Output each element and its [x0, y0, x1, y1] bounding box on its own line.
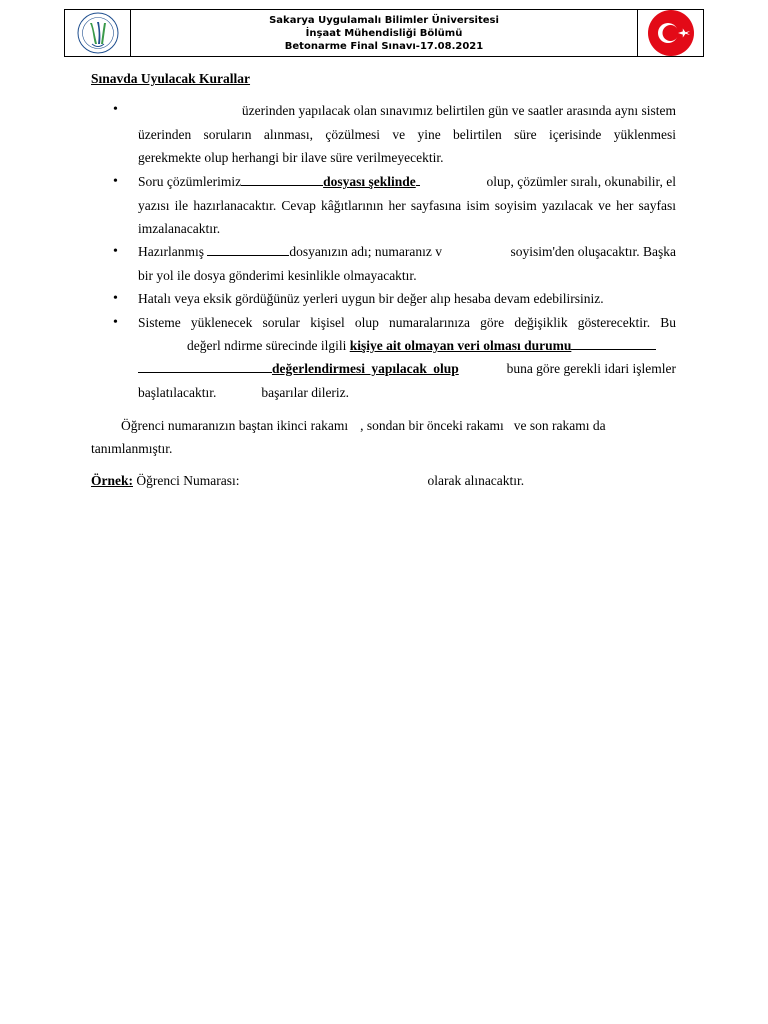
header-titles	[131, 10, 637, 56]
blank-field	[241, 171, 323, 186]
rule-5-text-c: kişiye ait olmayan veri olması durumu	[349, 338, 572, 353]
rule-5-text-e: buna göre gerekli idari işlemler	[506, 361, 676, 376]
rule-1-line-2: üzerinden soruların alınması, çözülmesi ve yine belirtilen süre içerisinde yüklenmesi	[138, 127, 676, 142]
department-name: İnşaat Mühendisliği Bölümü	[305, 27, 463, 39]
rule-5-text-g: başarılar dileriz.	[261, 385, 350, 400]
student-number-paragraph-line-1	[91, 414, 676, 438]
document-header	[64, 9, 704, 57]
rule-1-text-a: üzerinden yapılacak olan sınavımız belirtilen gün ve saatler arasında aynı sistem	[241, 103, 676, 118]
blank-field	[207, 241, 289, 256]
rule-5-line-1: Sisteme yüklenecek sorular kişisel olup numaralarınıza göre değişiklik gösterecektir. Bu	[138, 315, 676, 330]
rule-2-text-c: olup, çözümler sıralı, okunabilir, el	[486, 174, 676, 189]
flag-cell	[637, 10, 703, 56]
rules-title: Sınavda Uyulacak Kurallar	[91, 71, 251, 86]
university-name: Sakarya Uygulamalı Bilimler Üniversitesi	[269, 14, 499, 26]
example-line	[91, 469, 676, 493]
bullet-1: •	[113, 102, 118, 117]
example-tail: olarak alınacaktır.	[427, 473, 525, 488]
rule-2-line-2: yazısı ile hazırlanacaktır. Cevap kâğıtlarının her sayfasına isim soyisim yazılacak ve her sayfası	[138, 198, 676, 213]
student-number-paragraph-line-2: tanımlanmıştır.	[91, 441, 173, 456]
rule-3-line-2: bir yol ile dosya gönderimi kesinlikle olmayacaktır.	[138, 268, 417, 283]
university-logo-icon	[73, 11, 123, 55]
example-text: Öğrenci Numarası:	[136, 473, 240, 488]
rule-2-line-1	[138, 170, 676, 194]
paragraph-text-a: Öğrenci numaranızın baştan ikinci rakamı	[121, 418, 349, 433]
rule-5-line-2	[138, 334, 676, 358]
rule-5-text-f: başlatılacaktır.	[138, 385, 217, 400]
paragraph-text-c: ve son rakamı da	[513, 418, 606, 433]
rule-5-line-3	[138, 357, 676, 381]
bullet-2: •	[113, 174, 118, 189]
blank-field	[416, 171, 420, 186]
bullet-5: •	[113, 315, 118, 330]
rule-2-text-a: Soru çözümlerimiz	[138, 174, 242, 189]
blank-field	[571, 335, 656, 350]
example-label: Örnek:	[91, 473, 133, 488]
turkish-flag-icon	[646, 9, 696, 57]
rule-3-text-b: dosyanızın adı; numaranız v	[289, 244, 442, 259]
rule-1-line-1	[138, 99, 676, 123]
rule-2-line-3: imzalanacaktır.	[138, 221, 221, 236]
rule-5-line-4	[138, 381, 676, 405]
exam-name: Betonarme Final Sınavı-17.08.2021	[284, 40, 484, 52]
rule-3-text-a: Hazırlanmış	[138, 244, 204, 259]
rule-3-text-c: soyisim'den oluşacaktır. Başka	[510, 244, 676, 259]
rule-1-line-3: gerekmekte olup herhangi bir ilave süre verilmeyecektir.	[138, 150, 444, 165]
bullet-3: •	[113, 244, 118, 259]
rule-3-line-1	[138, 240, 676, 264]
bullet-4: •	[113, 291, 118, 306]
rule-5-text-b: değerl ndirme sürecinde ilgili	[187, 338, 347, 353]
paragraph-text-b: , sondan bir önceki rakamı	[360, 418, 504, 433]
blank-field	[138, 358, 272, 373]
rule-5-text-d: değerlendirmesi yapılacak olup	[272, 361, 459, 376]
rule-2-text-b: dosyası şeklinde	[323, 174, 416, 189]
rule-4-line-1: Hatalı veya eksik gördüğünüz yerleri uygun bir değer alıp hesaba devam edebilirsiniz.	[138, 291, 604, 306]
university-logo-cell	[65, 10, 131, 56]
